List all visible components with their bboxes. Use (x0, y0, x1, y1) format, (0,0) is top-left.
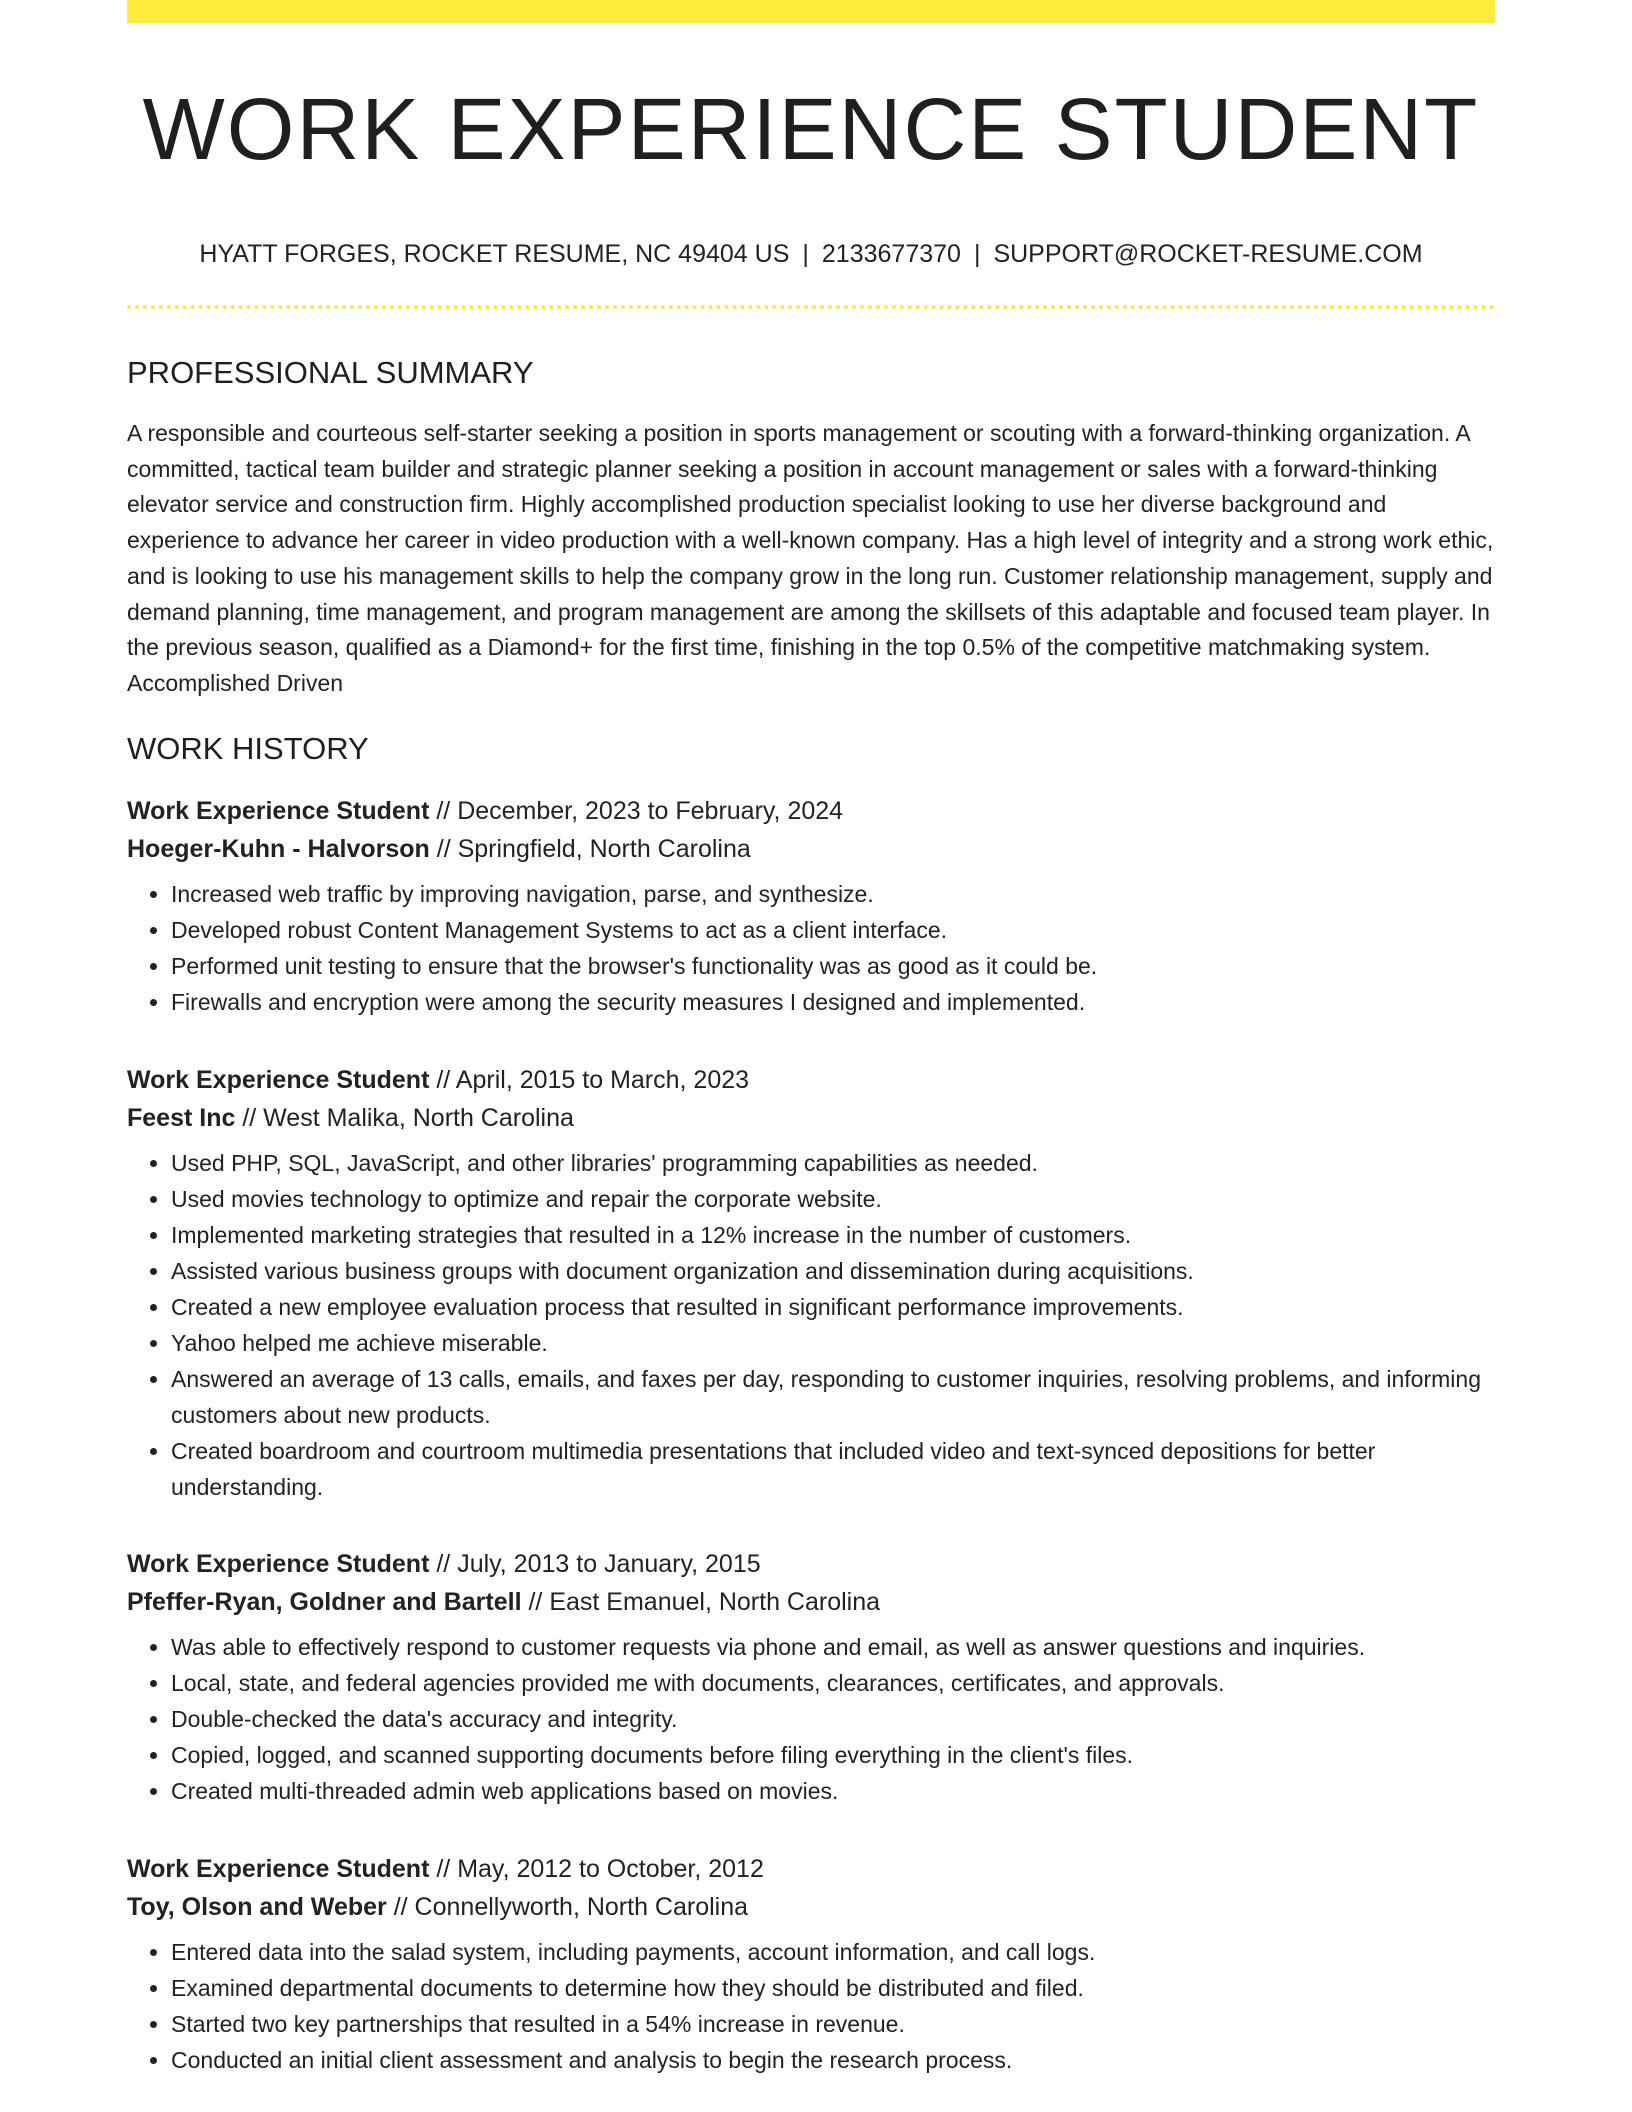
job-bullets (127, 1629, 1495, 1809)
job-bullet: • Used movies technology to optimize and repair the corporate website. (171, 1181, 1495, 1217)
job-entry (127, 1545, 1495, 1809)
summary-text: A responsible and courteous self-starter seeking a position in sports management or scouting with a forward-thinking organization. A committed, tactical team builder and strategic planner seeking a position in account management or sales with a forward-thinking elevator service and construction firm. Highly accomplished production specialist looking to use her diverse background and experience to advance her career in video production with a well-known company. Has a high level of integrity and a strong work ethic, and is looking to use his management skills to help the company grow in the long run. Customer relationship management, supply and demand planning, time management, and program management are among the skillsets of this adaptable and focused team player. In the previous season, qualified as a Diamond+ for the first time, finishing in the top 0.5% of the competitive matchmaking system. Accomplished Driven (127, 420, 1494, 696)
job-title-line (127, 792, 1495, 830)
job-bullet: • Created multi-threaded admin web applications based on movies. (171, 1773, 1495, 1809)
job-role: Work Experience Student (127, 1550, 430, 1578)
job-company: Feest Inc (127, 1104, 236, 1132)
contact-separator: | (973, 240, 981, 268)
work-history-heading: WORK HISTORY (127, 731, 369, 766)
job-company: Toy, Olson and Weber (127, 1893, 387, 1921)
job-bullet: • Firewalls and encryption were among the security measures I designed and implemented. (171, 984, 1495, 1020)
job-company: Hoeger-Kuhn - Halvorson (127, 835, 430, 863)
contact-line (127, 237, 1495, 271)
job-bullet: • Created a new employee evaluation process that resulted in significant performance improvements. (171, 1289, 1495, 1325)
job-bullet: • Performed unit testing to ensure that the browser's functionality was as good as it could be. (171, 948, 1495, 984)
job-location: // East Emanuel, North Carolina (521, 1588, 881, 1616)
contact-separator: | (802, 240, 809, 268)
job-bullets (127, 876, 1495, 1020)
job-bullets (127, 1934, 1495, 2078)
job-bullet: • Developed robust Content Management Systems to act as a client interface. (171, 912, 1495, 948)
job-bullet: • Double-checked the data's accuracy and integrity. (171, 1701, 1495, 1737)
job-bullet: • Entered data into the salad system, including payments, account information, and call logs. (171, 1934, 1495, 1970)
job-role: Work Experience Student (127, 1855, 430, 1883)
accent-bar (127, 0, 1495, 23)
job-dates: // April, 2015 to March, 2023 (429, 1066, 750, 1094)
candidate-name: WORK EXPERIENCE STUDENT (142, 81, 1480, 178)
job-bullet: • Answered an average of 13 calls, emails, and faxes per day, responding to customer inquiries, resolving problems, and informing customers about new products. (171, 1361, 1495, 1433)
job-dates: // July, 2013 to January, 2015 (429, 1550, 761, 1578)
job-company-line (127, 1583, 1495, 1621)
job-bullet: • Was able to effectively respond to customer requests via phone and email, as well as answer questions and inquiries. (171, 1629, 1495, 1665)
job-location: // Connellyworth, North Carolina (386, 1893, 749, 1921)
contact-address: HYATT FORGES, ROCKET RESUME, NC 49404 US (199, 240, 790, 268)
job-entry (127, 1061, 1495, 1505)
contact-email: SUPPORT@ROCKET-RESUME.COM (993, 240, 1423, 268)
job-location: // Springfield, North Carolina (429, 835, 751, 863)
job-bullets (127, 1145, 1495, 1505)
job-role: Work Experience Student (127, 1066, 430, 1094)
summary-heading: PROFESSIONAL SUMMARY (127, 355, 534, 390)
job-bullet: • Started two key partnerships that resulted in a 54% increase in revenue. (171, 2006, 1495, 2042)
job-bullet: • Yahoo helped me achieve miserable. (171, 1325, 1495, 1361)
job-dates: // May, 2012 to October, 2012 (429, 1855, 764, 1883)
job-bullet: • Assisted various business groups with document organization and dissemination during acquisitions. (171, 1253, 1495, 1289)
job-bullet: • Conducted an initial client assessment and analysis to begin the research process. (171, 2042, 1495, 2078)
job-location: // West Malika, North Carolina (235, 1104, 574, 1132)
contact-phone: 2133677370 (821, 240, 961, 268)
job-company-line (127, 830, 1495, 868)
job-bullet: • Copied, logged, and scanned supporting documents before filing everything in the client's files. (171, 1737, 1495, 1773)
dotted-divider (127, 305, 1495, 309)
job-title-line (127, 1850, 1495, 1888)
job-entry (127, 792, 1495, 1020)
job-bullet: • Implemented marketing strategies that resulted in a 12% increase in the number of customers. (171, 1217, 1495, 1253)
job-bullet: • Local, state, and federal agencies provided me with documents, clearances, certificates, and approvals. (171, 1665, 1495, 1701)
job-bullet: • Used PHP, SQL, JavaScript, and other libraries' programming capabilities as needed. (171, 1145, 1495, 1181)
job-company-line (127, 1888, 1495, 1926)
job-title-line (127, 1061, 1495, 1099)
job-role: Work Experience Student (127, 797, 430, 825)
job-bullet: • Created boardroom and courtroom multimedia presentations that included video and text-synced depositions for better understanding. (171, 1433, 1495, 1505)
job-entry (127, 1850, 1495, 2078)
job-title-line (127, 1545, 1495, 1583)
job-company-line (127, 1099, 1495, 1137)
job-dates: // December, 2023 to February, 2024 (429, 797, 844, 825)
job-bullet: • Increased web traffic by improving navigation, parse, and synthesize. (171, 876, 1495, 912)
job-company: Pfeffer-Ryan, Goldner and Bartell (127, 1588, 522, 1616)
job-bullet: • Examined departmental documents to determine how they should be distributed and filed. (171, 1970, 1495, 2006)
